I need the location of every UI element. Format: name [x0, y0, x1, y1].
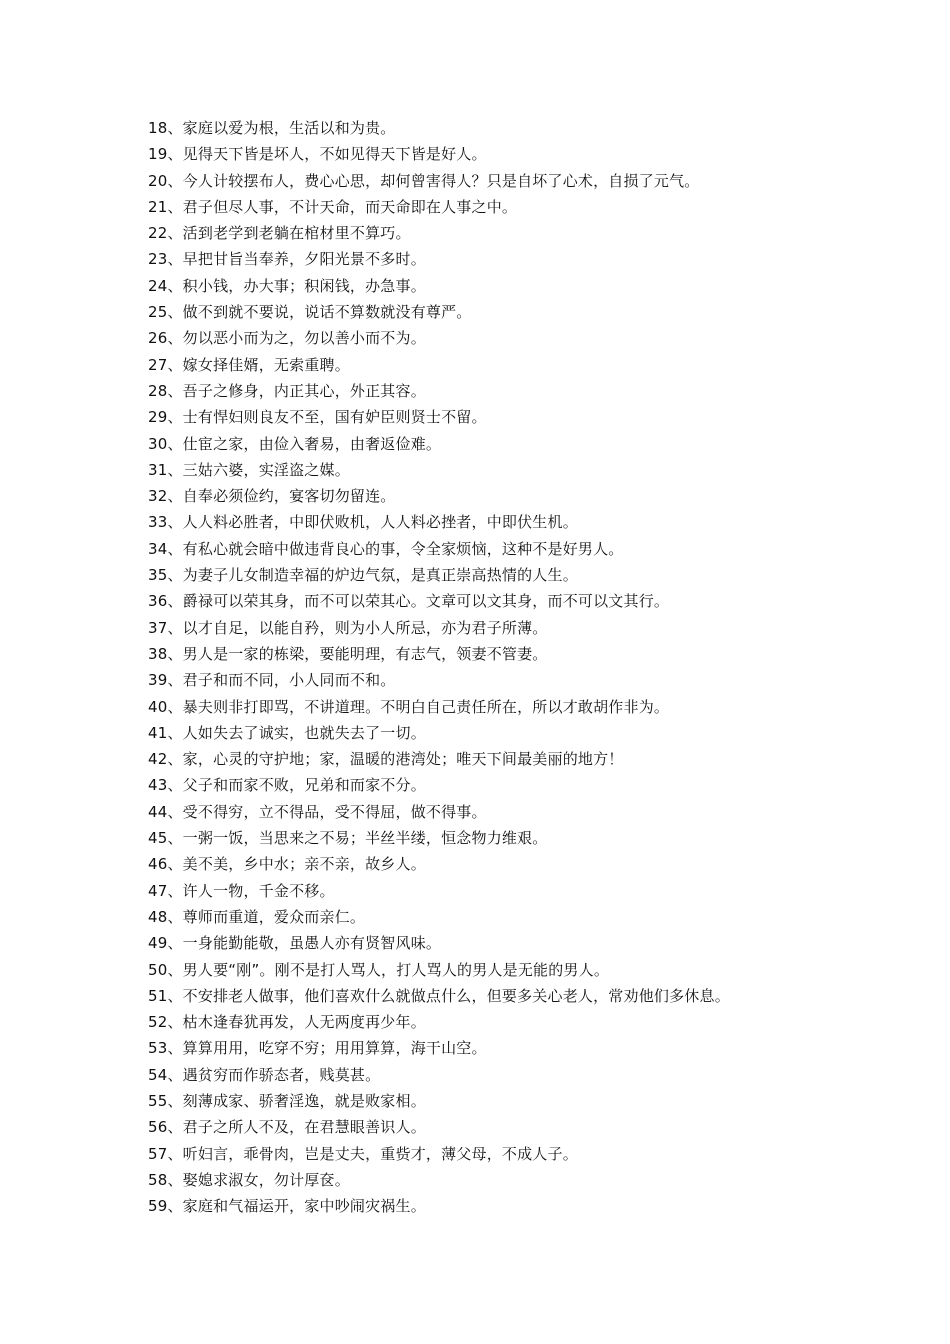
quote-line: 23、早把甘旨当奉养，夕阳光景不多时。 — [148, 250, 426, 269]
quote-line: 48、尊师而重道，爱众而亲仁。 — [148, 907, 366, 926]
quote-line: 57、听妇言，乖骨肉，岂是丈夫，重赀才，薄父母，不成人子。 — [148, 1144, 578, 1163]
quote-line: 59、家庭和气福运开，家中吵闹灾祸生。 — [148, 1197, 426, 1216]
quote-line: 20、今人计较摆布人，费心心思，却何曾害得人？只是自坏了心术，自损了元气。 — [148, 171, 700, 190]
quote-line: 19、见得天下皆是坏人，不如见得天下皆是好人。 — [148, 145, 487, 164]
quote-list — [148, 115, 928, 1219]
quote-line: 39、君子和而不同，小人同而不和。 — [148, 671, 396, 690]
quote-line: 22、活到老学到老躺在棺材里不算巧。 — [148, 224, 411, 243]
quote-line: 56、君子之所人不及，在君慧眼善识人。 — [148, 1118, 426, 1137]
quote-line: 50、男人要“刚”。刚不是打人骂人，打人骂人的男人是无能的男人。 — [148, 960, 610, 979]
quote-line: 21、君子但尽人事，不计天命，而天命即在人事之中。 — [148, 197, 518, 216]
quote-line: 38、男人是一家的栋梁，要能明理，有志气，领妻不管妻。 — [148, 644, 548, 663]
quote-line: 27、嫁女择佳婿，无索重聘。 — [148, 355, 350, 374]
quote-line: 49、一身能勤能敬，虽愚人亦有贤智风味。 — [148, 934, 442, 953]
quote-line: 28、吾子之修身，内正其心，外正其容。 — [148, 381, 426, 400]
quote-line: 32、自奉必须俭约，宴客切勿留连。 — [148, 487, 396, 506]
quote-line: 47、许人一物，千金不移。 — [148, 881, 335, 900]
quote-line: 18、家庭以爱为根，生活以和为贵。 — [148, 119, 396, 137]
quote-line: 30、仕宦之家，由俭入奢易，由奢返俭难。 — [148, 434, 442, 453]
quote-line: 55、刻薄成家、骄奢淫逸，就是败家相。 — [148, 1091, 426, 1110]
quote-line: 36、爵禄可以荣其身，而不可以荣其心。文章可以文其身，而不可以文其行。 — [148, 592, 670, 611]
quote-line: 43、父子和而家不败，兄弟和而家不分。 — [148, 776, 426, 795]
quote-line: 31、三姑六婆，实淫盗之媒。 — [148, 460, 350, 479]
quote-line: 51、不安排老人做事，他们喜欢什么就做点什么，但要多关心老人，常劝他们多休息。 — [148, 986, 730, 1005]
quote-line: 42、家，心灵的守护地；家，温暖的港湾处；唯天下间最美丽的地方！ — [148, 750, 624, 769]
quote-line: 33、人人料必胜者，中即伏败机，人人料必挫者，中即伏生机。 — [148, 513, 578, 532]
quote-line: 54、遇贫穷而作骄态者，贱莫甚。 — [148, 1065, 381, 1084]
quote-line: 35、为妻子儿女制造幸福的炉边气氛，是真正崇高热情的人生。 — [148, 566, 578, 585]
quote-line: 45、一粥一饭，当思来之不易；半丝半缕，恒念物力维艰。 — [148, 829, 548, 848]
quote-line: 58、娶媳求淑女，勿计厚奁。 — [148, 1170, 350, 1189]
quote-line: 34、有私心就会暗中做违背良心的事，令全家烦恼，这种不是好男人。 — [148, 539, 624, 558]
quote-line: 24、积小钱，办大事；积闲钱，办急事。 — [148, 276, 426, 295]
quote-line: 40、暴夫则非打即骂，不讲道理。不明白自己责任所在，所以才敢胡作非为。 — [148, 697, 670, 716]
quote-line: 37、以才自足，以能自矜，则为小人所忌，亦为君子所薄。 — [148, 618, 548, 637]
quote-line: 25、做不到就不要说，说话不算数就没有尊严。 — [148, 303, 472, 322]
quote-line: 44、受不得穷，立不得品，受不得屈，做不得事。 — [148, 802, 487, 821]
quote-line: 26、勿以恶小而为之，勿以善小而不为。 — [148, 329, 426, 348]
quote-line: 53、算算用用，吃穿不穷；用用算算，海干山空。 — [148, 1039, 487, 1058]
quote-line: 29、士有悍妇则良友不至，国有妒臣则贤士不留。 — [148, 408, 487, 427]
quote-line: 41、人如失去了诚实，也就失去了一切。 — [148, 723, 426, 742]
quote-line: 52、枯木逢春犹再发，人无两度再少年。 — [148, 1013, 426, 1032]
quote-line: 46、美不美，乡中水；亲不亲，故乡人。 — [148, 855, 426, 874]
